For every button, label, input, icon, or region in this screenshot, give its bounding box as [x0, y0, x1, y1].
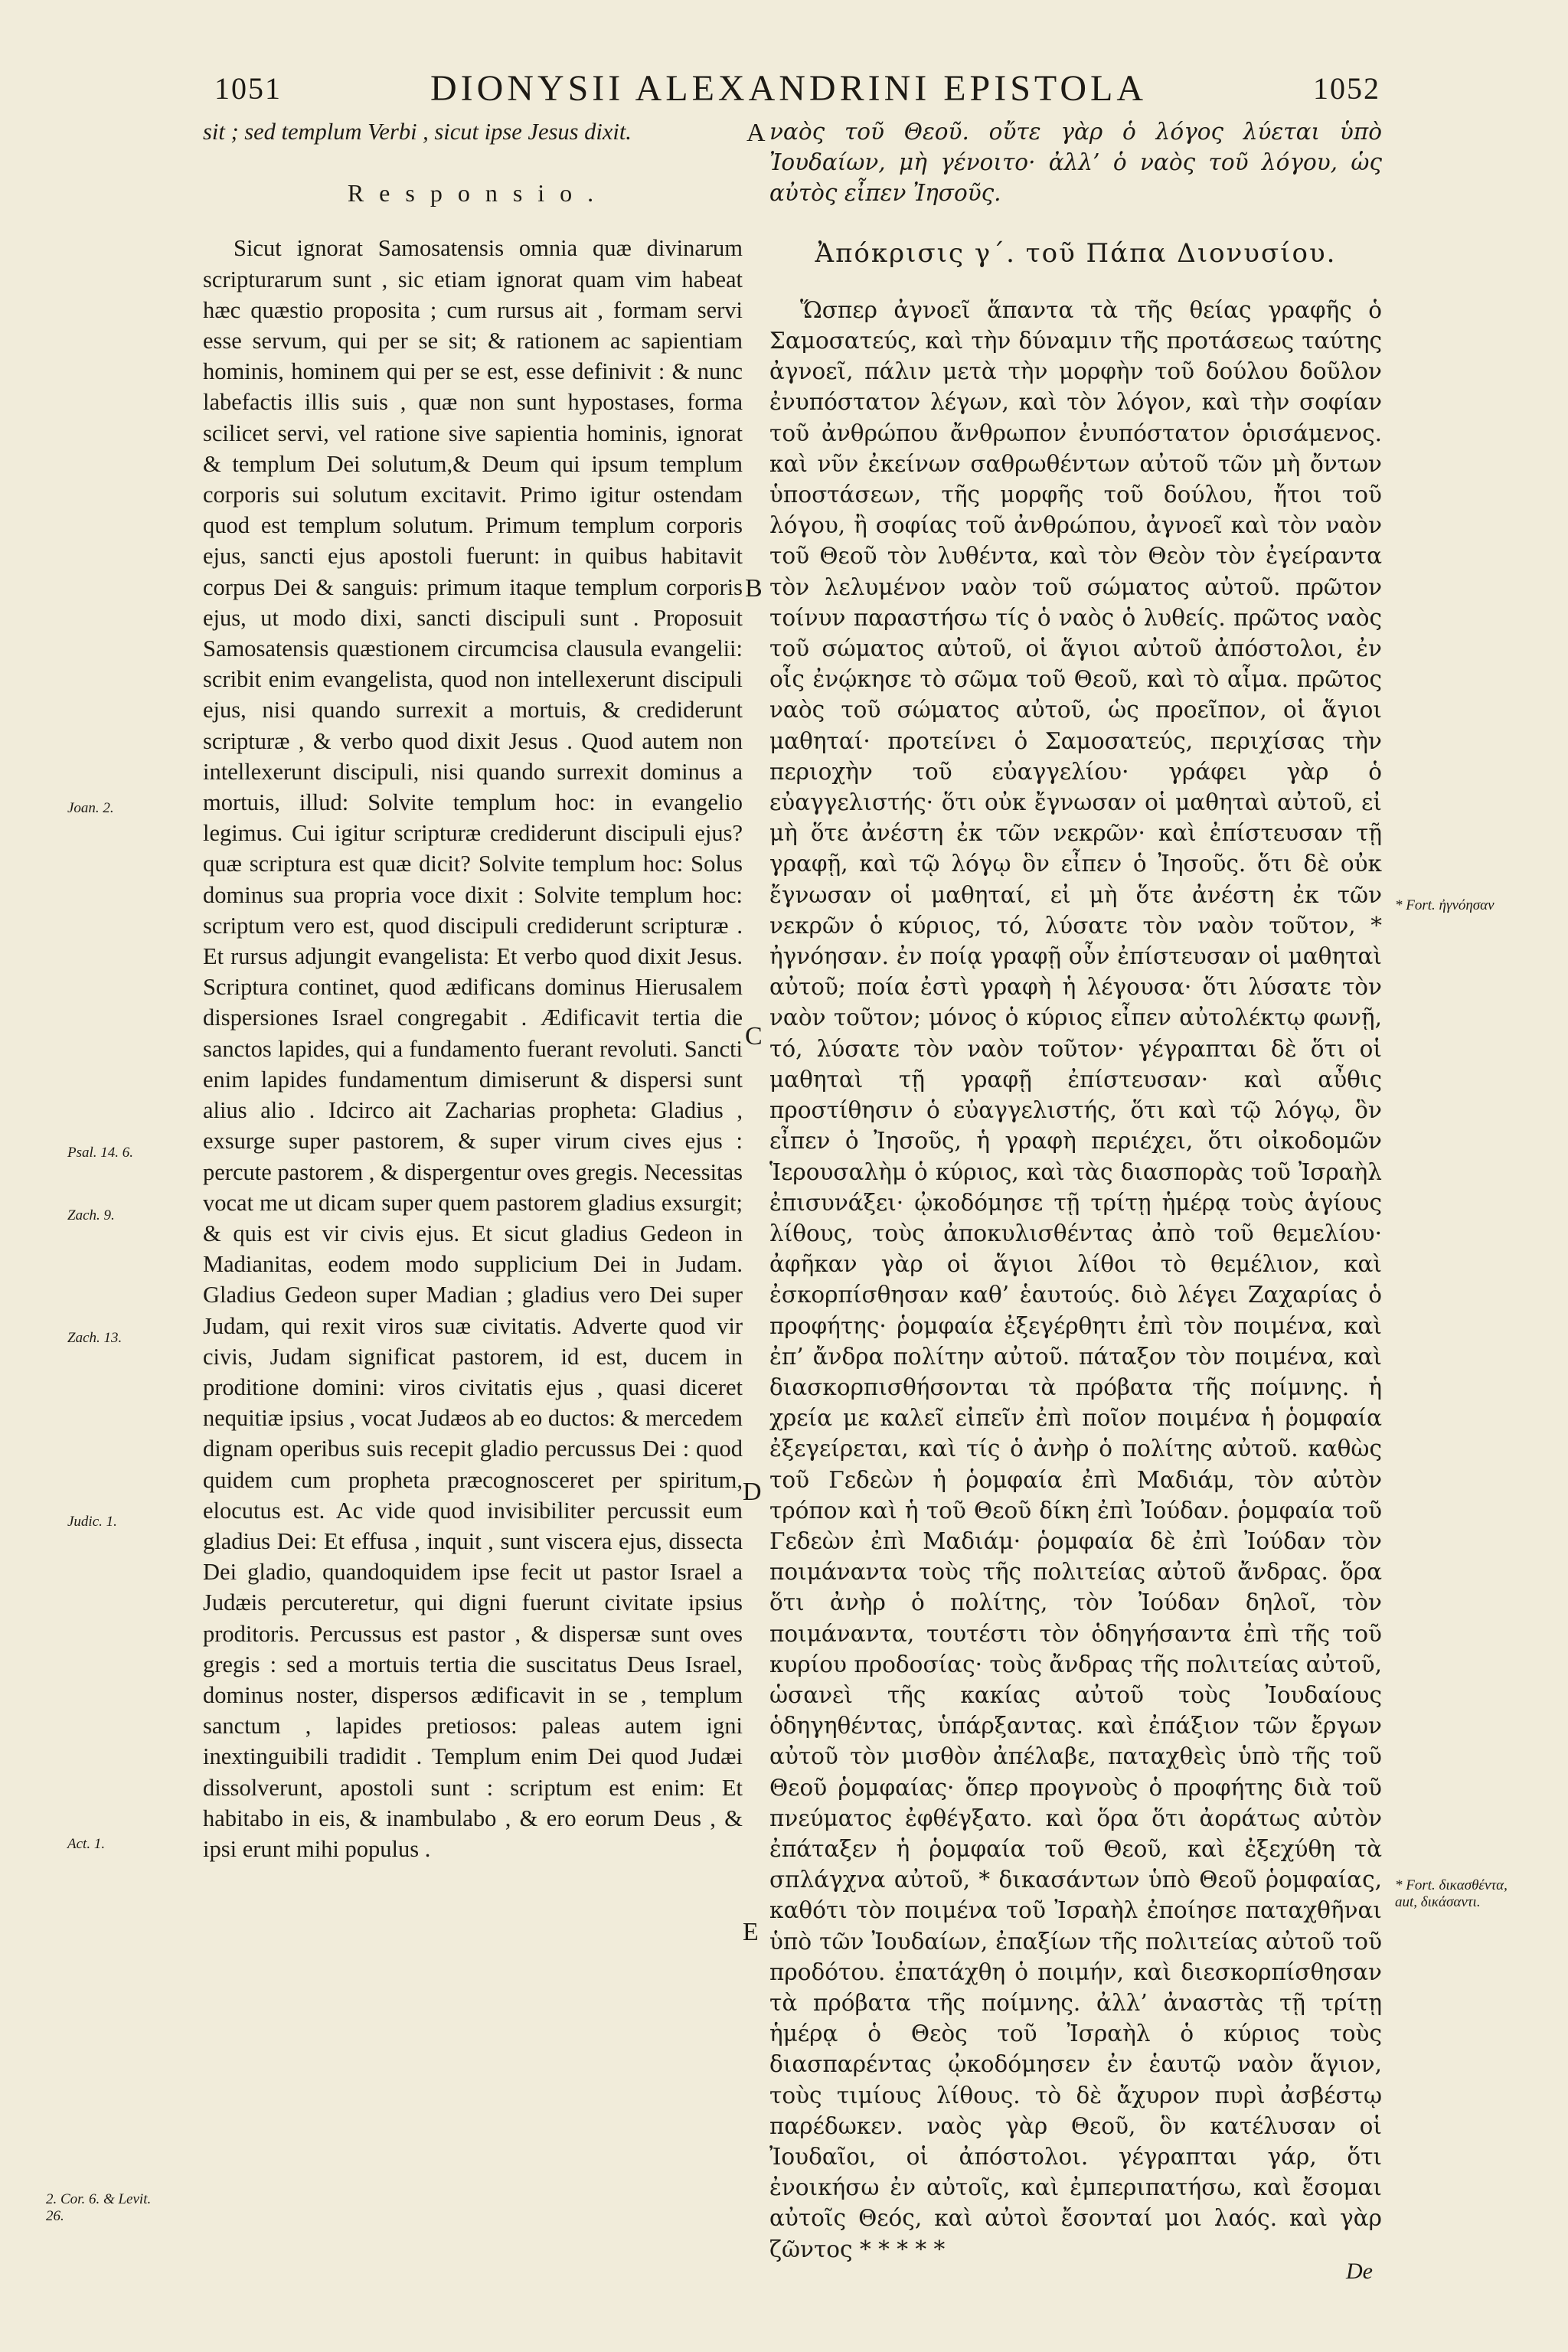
right-page-number: 1052	[1313, 71, 1380, 106]
margin-note-judic: Judic. 1.	[67, 1514, 117, 1530]
section-marker-d: D	[743, 1478, 762, 1506]
latin-column	[203, 116, 743, 1864]
margin-note-fort-dikasantes: * Fort. δικασθέντα, aut, δικάσαντι.	[1395, 1877, 1508, 1910]
left-page-number: 1051	[214, 71, 282, 106]
section-marker-b: B	[745, 574, 763, 603]
section-marker-c: C	[745, 1022, 763, 1050]
running-title: DIONYSII ALEXANDRINI EPISTOLA	[430, 68, 1148, 109]
latin-intro: sit ; sed templum Verbi , sicut ipse Jesus dixit.	[203, 119, 632, 145]
catchword: De	[1346, 2259, 1373, 2284]
greek-heading: Ἀπόκρισις γ΄. τοῦ Πάπα Διονυσίου.	[815, 237, 1337, 269]
margin-note-psal: Psal. 14. 6.	[67, 1145, 134, 1161]
latin-heading: R e s p o n s i o .	[347, 179, 599, 207]
margin-note-joan: Joan. 2.	[67, 800, 114, 816]
margin-note-act: Act. 1.	[67, 1836, 106, 1852]
margin-note-zach9: Zach. 9.	[67, 1207, 115, 1223]
latin-body: Sicut ignorat Samosatensis omnia quæ divinarum scripturarum sunt , sic etiam ignorat quam vim habeat hæc quæstio proposita ; cum rursus ait , formam servi esse servum, qui per se sit; & rationem ac sapientiam hominis, hominem qui per se est, esse definivit : & nunc labefactis illis suis , quæ non sunt hypostases, forma scilicet servi, vel ratione sive sapientia hominis, ignorat & templum Dei solutum,& Deum qui ipsum templum corporis sui solutum excitavit. Primo igitur ostendam quod est templum solutum. Primum templum corporis ejus, sancti ejus apostoli fuerunt: in quibus habitavit corpus Dei & sanguis: primum itaque templum corporis ejus, ut modo dixi, sancti discipuli sunt . Proposuit Samosatensis quæstionem circumcisa clausula evangelii: scribit enim evangelista, quod non intellexerunt discipuli ejus, nisi quando surrexit a mortuis, & crediderunt scripturæ , & verbo quod dixit Jesus . Quod autem non intellexerunt discipuli, nisi quando surrexit dominus a mortuis, illud: Solvite templum hoc: in evangelio legimus. Cui igitur scripturæ crediderunt discipuli ejus? quæ scriptura est quæ dicit? Solvite templum hoc: Solus dominus sua propria voce dixit : Solvite templum hoc: scriptum vero est, quod discipuli crediderunt scripturæ . Et rursus adjungit evangelista: Et verbo quod dixit Jesus. Scriptura continet, quod ædificans dominus Hierusalem dispersiones Israel congregabit . Ædificavit tertia die sanctos lapides, qui a fundamento fuerant revoluti. Sancti enim lapides fundamentum dimiserunt & dispersi sunt alius alio . Idcirco ait Zacharias propheta: Gladius , exsurge super pastorem, & super virum cives ejus : percute pastorem , & dispergentur oves gregis. Necessitas vocat me ut dicam super quem pastorem gladius exsurgit; & quis est vir civis ejus. Et sicut gladius Gedeon in Madianitas, eodem modo supplicium Dei in Judam. Gladius Gedeon super Madian ; gladius vero Dei super Judam, qui rexit viros suæ civitatis. Adverte quod vir civis, Judam significat pastorem, id est, ducem in proditione domini: viros civitatis ejus , quasi diceret nequitiæ ipsius , vocat Judæos ab eo ductos: & mercedem dignam operibus suis recepit gladio percussus Dei : quod quidem cum propheta præcognosceret per spiritum, elocutus est. Ac vide quod invisibiliter percussit eum gladius Dei: Et effusa , inquit , sunt viscera ejus, dissecta Dei gladio, quandoquidem ipse fecit ut pastor Israel a Judæis percuteretur, qui digni fuerunt civitate ipsius proditoris. Percussus est pastor , & dispersæ sunt oves gregis : sed a mortuis tertia die suscitatus Deus Israel, dominus noster, dispersos ædificavit in se , templum sanctum , lapides pretiosos: paleas autem igni inextinguibili tradidit . Templum enim Dei quod Judæi dissolverunt, apostoli sunt : scriptum est enim: Et habitabo in eis, & inambulabo , & ero eorum Deus , & ipsi erunt mihi populus .	[203, 235, 743, 1862]
section-marker-e: E	[743, 1918, 759, 1946]
greek-column	[769, 116, 1382, 2265]
margin-note-cor: 2. Cor. 6. & Levit. 26.	[46, 2191, 152, 2224]
greek-intro: ναὸς τοῦ Θεοῦ. οὔτε γὰρ ὁ λόγος λύεται ὑπὸ Ἰουδαίων, μὴ γένοιτο· ἀλλ’ ὁ ναὸς τοῦ λόγου, ὡς αὐτὸς εἶπεν Ἰησοῦς.	[769, 119, 1382, 207]
margin-note-fort-egnoesan: * Fort. ἠγνόησαν	[1395, 897, 1494, 913]
section-marker-a: A	[746, 119, 766, 147]
greek-body: Ὥσπερ ἀγνοεῖ ἅπαντα τὰ τῆς θείας γραφῆς ὁ Σαμοσατεύς, καὶ τὴν δύναμιν τῆς προτάσεως ταύτης ἀγνοεῖ, πάλιν μετὰ τὴν μορφὴν τοῦ δούλου δοῦλον ἐνυπόστατον λέγων, καὶ τὸν λόγον, καὶ τὴν σοφίαν τοῦ ἀνθρώπου ἄνθρωπον ἐνυπόστατον ὁρισάμενος. καὶ νῦν ἐκείνων σαθρωθέντων αὐτοῦ τῶν μὴ ὄντων ὑποστάσεων, τῆς μορφῆς τοῦ δούλου, ἤτοι τοῦ λόγου, ἢ σοφίας τοῦ ἀνθρώπου, ἀγνοεῖ καὶ τὸν ναὸν τοῦ Θεοῦ τὸν λυθέντα, καὶ τὸν Θεὸν τὸν ἐγείραντα τὸν λελυμένον ναὸν τοῦ σώματος αὐτοῦ. πρῶτον τοίνυν παραστήσω τίς ὁ ναὸς ὁ λυθείς. πρῶτος ναὸς τοῦ σώματος αὐτοῦ, οἱ ἅγιοι αὐτοῦ ἀπόστολοι, ἐν οἷς ἐνῴκησε τὸ σῶμα τοῦ Θεοῦ, καὶ τὸ αἷμα. πρῶτος ναὸς τοῦ σώματος αὐτοῦ, ὡς προεῖπον, οἱ ἅγιοι μαθηταί· προτείνει ὁ Σαμοσατεύς, περιχίσας τὴν περιοχὴν τοῦ εὐαγγελίου· γράφει γὰρ ὁ εὐαγγελιστής· ὅτι οὐκ ἔγνωσαν οἱ μαθηταὶ αὐτοῦ, εἰ μὴ ὅτε ἀνέστη ἐκ τῶν νεκρῶν· καὶ ἐπίστευσαν τῇ γραφῇ, καὶ τῷ λόγῳ ὃν εἶπεν ὁ Ἰησοῦς. ὅτι δὲ οὐκ ἔγνωσαν οἱ μαθηταί, εἰ μὴ ὅτε ἀνέστη ἐκ τῶν νεκρῶν ὁ κύριος, τό, λύσατε τὸν ναὸν τοῦτον, * ἠγνόησαν. ἐν ποίᾳ γραφῇ οὖν ἐπίστευσαν οἱ μαθηταὶ αὐτοῦ; ποία ἐστὶ γραφὴ ἡ λέγουσα· ὅτι λύσατε τὸν ναὸν τοῦτον; μόνος ὁ κύριος εἶπεν αὐτολέκτῳ φωνῇ, τό, λύσατε τὸν ναὸν τοῦτον· γέγραπται δὲ ὅτι οἱ μαθηταὶ τῇ γραφῇ ἐπίστευσαν· καὶ αὖθις προστίθησιν ὁ εὐαγγελιστής, ὅτι καὶ τῷ λόγῳ, ὃν εἶπεν ὁ Ἰησοῦς, ἡ γραφὴ περιέχει, ὅτι οἰκοδομῶν Ἱερουσαλὴμ ὁ κύριος, καὶ τὰς διασπορὰς τοῦ Ἰσραὴλ ἐπισυνάξει· ᾠκοδόμησε τῇ τρίτῃ ἡμέρᾳ τοὺς ἁγίους λίθους, τοὺς ἀποκυλισθέντας ἀπὸ τοῦ θεμελίου· ἀφῆκαν γὰρ οἱ ἅγιοι λίθοι τὸ θεμέλιον, καὶ ἐσκορπίσθησαν καθ’ ἑαυτούς. διὸ λέγει Ζαχαρίας ὁ προφήτης· ῥομφαία ἐξεγέρθητι ἐπὶ τὸν ποιμένα, καὶ ἐπ’ ἄνδρα πολίτην αὐτοῦ. πάταξον τὸν ποιμένα, καὶ διασκορπισθήσονται τὰ πρόβατα τῆς ποίμνης. ἡ χρεία με καλεῖ εἰπεῖν ἐπὶ ποῖον ποιμένα ἡ ῥομφαία ἐξεγείρεται, καὶ τίς ὁ ἀνὴρ ὁ πολίτης αὐτοῦ. καθὼς τοῦ Γεδεὼν ἡ ῥομφαία ἐπὶ Μαδιάμ, τὸν αὐτὸν τρόπον καὶ ἡ τοῦ Θεοῦ δίκη ἐπὶ Ἰούδαν. ῥομφαία τοῦ Γεδεὼν ἐπὶ Μαδιάμ· ῥομφαία δὲ ἐπὶ Ἰούδαν τὸν ποιμάναντα τοὺς τῆς πολιτείας αὐτοῦ ἄνδρας. ὅρα ὅτι ἀνὴρ ὁ πολίτης, τὸν Ἰούδαν δηλοῖ, τὸν ποιμάναντα, τουτέστι τὸν ὁδηγήσαντα ἐπὶ τῆς τοῦ κυρίου προδοσίας· τοὺς ἄνδρας τῆς πολιτείας αὐτοῦ, ὡσανεὶ τῆς κακίας αὐτοῦ τοὺς Ἰουδαίους ὁδηγηθέντας, ὑπάρξαντας. καὶ ἐπάξιον τῶν ἔργων αὐτοῦ τὸν μισθὸν ἀπέλαβε, παταχθεὶς ὑπὸ τῆς τοῦ Θεοῦ ῥομφαίας· ὅπερ προγνοὺς ὁ προφήτης διὰ τοῦ πνεύματος ἐφθέγξατο. καὶ ὅρα ὅτι ἀοράτως αὐτὸν ἐπάταξεν ἡ ῥομφαία τοῦ Θεοῦ, καὶ ἐξεχύθη τὰ σπλάγχνα αὐτοῦ, * δικασάντων ὑπὸ Θεοῦ ῥομφαίας, καθότι τὸν ποιμένα τοῦ Ἰσραὴλ ἐποίησε παταχθῆναι ὑπὸ τῶν Ἰουδαίων, ἐπαξίων τῆς πολιτείας αὐτοῦ τοῦ προδότου. ἐπατάχθη ὁ ποιμήν, καὶ διεσκορπίσθησαν τὰ πρόβατα τῆς ποίμνης. ἀλλ’ ἀναστὰς τῇ τρίτῃ ἡμέρᾳ ὁ Θεὸς τοῦ Ἰσραὴλ ὁ κύριος τοὺς διασπαρέντας ᾠκοδόμησεν ἐν ἑαυτῷ ναὸν ἅγιον, τοὺς τιμίους λίθους. τὸ δὲ ἄχυρον πυρὶ ἀσβέστῳ παρέδωκεν. ναὸς γὰρ Θεοῦ, ὃν κατέλυσαν οἱ Ἰουδαῖοι, οἱ ἀπόστολοι. γέγραπται γάρ, ὅτι ἐνοικήσω ἐν αὐτοῖς, καὶ ἐμπεριπατήσω, καὶ ἔσομαι αὐτοῖς Θεός, καὶ αὐτοὶ ἔσονταί μοι λαός. καὶ γὰρ ζῶντος * * * * *	[769, 296, 1382, 2262]
margin-note-zach13: Zach. 13.	[67, 1330, 122, 1346]
